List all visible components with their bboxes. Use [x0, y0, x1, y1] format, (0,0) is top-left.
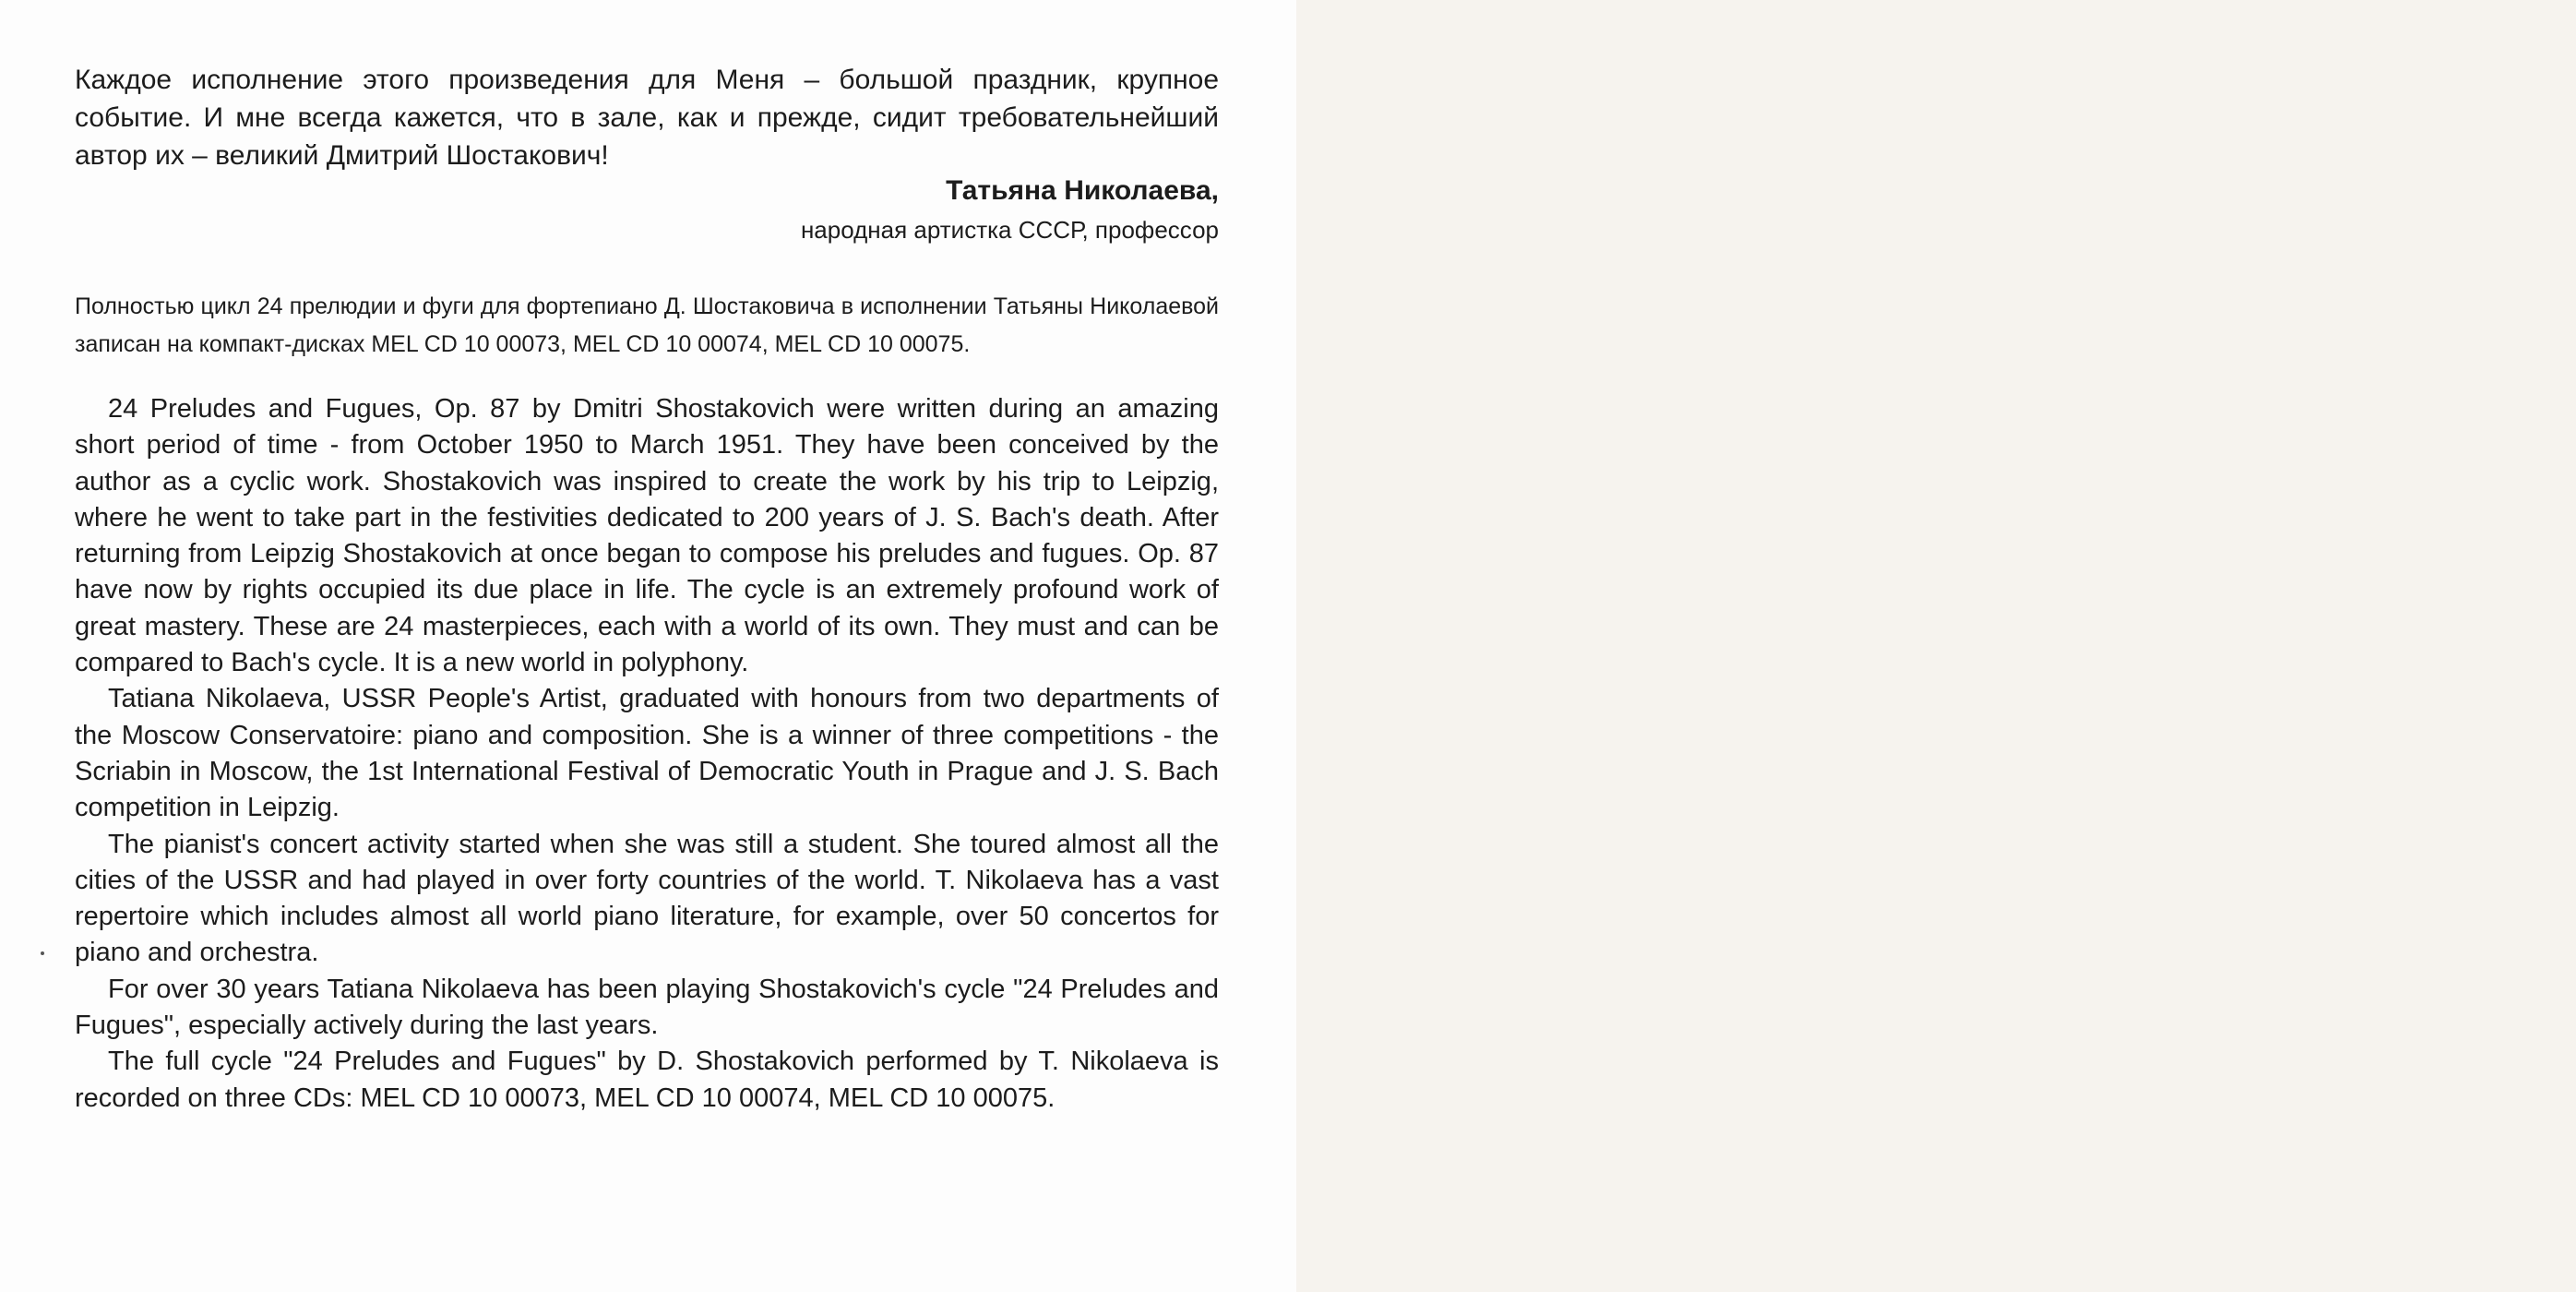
body-paragraph-1: 24 Preludes and Fugues, Op. 87 by Dmitri Shostakovich were written during an amazing short period of time - from October 1950 to March 1951. They have been conceived by the author as a cyclic work. Shostakovich was inspired to create the work by his trip to Leipzig, where he went to take part in the festivities dedicated to 200 years of J. S. Bach's death. After returning from Leipzig Shostakovich at once began to compose his preludes and fugues. Op. 87 have now by rights occupied its due place in life. The cycle is an extremely profound work of great mastery. These are 24 masterpieces, each with a world of its own. They must and can be compared to Bach's cycle. It is a new world in polyphony.: [75, 394, 1219, 678]
quote-block: [75, 61, 1219, 174]
print-speck: [41, 951, 44, 955]
body-paragraph-4: For over 30 years Tatiana Nikolaeva has been playing Shostakovich's cycle "24 Preludes and Fugues", especially actively during the last years.: [75, 974, 1219, 1041]
english-body: [75, 391, 1219, 1117]
body-paragraph-5: The full cycle "24 Preludes and Fugues" by D. Shostakovich performed by T. Nikolaeva is recorded on three CDs: MEL CD 10 00073, MEL CD 10 00074, MEL CD 10 00075.: [75, 1047, 1219, 1113]
body-paragraph-2: Tatiana Nikolaeva, USSR People's Artist, graduated with honours from two departments of the Moscow Conservatoire: piano and composition. She is a winner of three competitions - the Scriabin in Moscow, the 1st International Festival of Democratic Youth in Prague and J. S. Bach competition in Leipzig.: [75, 684, 1219, 823]
quote-author-title: народная артистка СССР, профессор: [800, 216, 1219, 244]
quote-author: Татьяна Николаева,: [946, 175, 1219, 206]
body-paragraph-3: The pianist's concert activity started when she was still a student. She toured almost all the cities of the USSR and had played in over forty countries of the world. T. Nikolaeva has a vast repertoire which includes almost all world piano literature, for example, over 50 concertos for piano and orchestra.: [75, 829, 1219, 968]
quote-paragraph: Каждое исполнение этого произведения для Меня – большой праздник, крупное событие. И мне всегда кажется, что в зале, как и прежде, сидит требовательнейший автор их – великий Дмитрий Шостакович!: [75, 65, 1219, 171]
cd-note: [75, 288, 1219, 364]
cd-note-text: Полностью цикл 24 прелюдии и фуги для фортепиано Д. Шостаковича в исполнении Татьяны Николаевой записан на компакт-дисках MEL CD 10 00073, MEL CD 10 00074, MEL CD 10 00075.: [75, 293, 1219, 357]
photo-page: [1296, 0, 2576, 1292]
